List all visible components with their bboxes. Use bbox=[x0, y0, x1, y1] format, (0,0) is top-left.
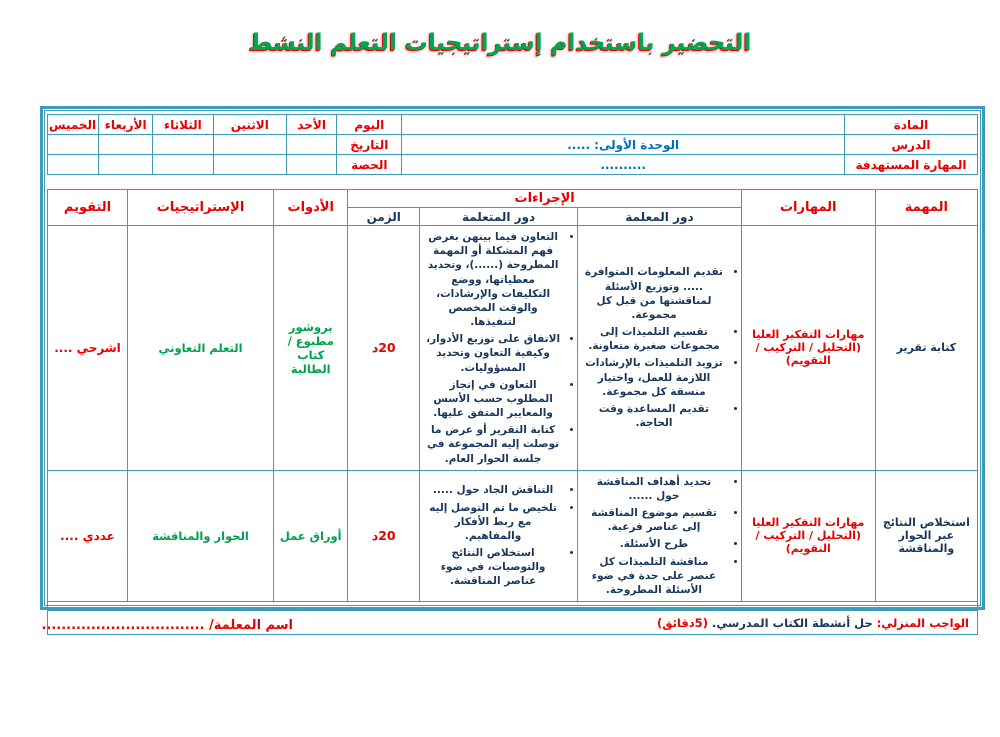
bullet-item: • التناقش الجاد حول ..... bbox=[426, 483, 560, 497]
bullet-item: • تقسيم التلميذات إلى مجموعات صغيرة متعاونة. bbox=[584, 325, 724, 353]
period-cell bbox=[99, 155, 153, 175]
period-cell bbox=[213, 155, 286, 175]
learner-role-cell bbox=[420, 470, 578, 601]
document-page bbox=[0, 30, 1000, 737]
day-header-monday: الاثنين bbox=[213, 115, 286, 135]
teacher-name-line: اسم المعلمة/ ................................. bbox=[41, 618, 293, 633]
task-cell: كتابة تقرير bbox=[875, 226, 977, 471]
info-row-date bbox=[48, 135, 978, 155]
day-header-tuesday: الثلاثاء bbox=[153, 115, 213, 135]
bullet-item: • طرح الأسئلة. bbox=[584, 537, 724, 551]
task-cell: استخلاص النتائج عبر الحوار والمناقشة bbox=[875, 470, 977, 601]
lesson-label: الدرس bbox=[845, 135, 978, 155]
day-header-thursday: الخميس bbox=[48, 115, 99, 135]
page-title: التحضير باستخدام إستراتيجيات التعلم النشط bbox=[248, 30, 752, 56]
header-procedures: الإجراءات bbox=[348, 190, 741, 208]
info-row-day bbox=[48, 115, 978, 135]
time-cell: 20د bbox=[348, 470, 420, 601]
strategy-cell: التعلم التعاوني bbox=[128, 226, 274, 471]
strategy-cell: الحوار والمناقشة bbox=[128, 470, 274, 601]
header-skills: المهارات bbox=[741, 190, 875, 226]
date-cell bbox=[48, 135, 99, 155]
plan-table bbox=[47, 189, 978, 635]
period-cell bbox=[48, 155, 99, 175]
tools-cell: بروشور مطبوع / كتاب الطالبة bbox=[274, 226, 348, 471]
teacher-role-cell bbox=[578, 470, 742, 601]
spacer-cell bbox=[48, 602, 978, 611]
lesson-value-cell: الوحدة الأولى: ..... bbox=[402, 135, 845, 155]
teacher-role-list bbox=[580, 265, 739, 430]
period-cell bbox=[287, 155, 337, 175]
skills-cell: مهارات التفكير العليا (التحليل / التركيب / التقويم) bbox=[741, 470, 875, 601]
bullet-item: • تحديد أهداف المناقشة حول ...... bbox=[584, 475, 724, 503]
info-row-period bbox=[48, 155, 978, 175]
tools-cell: أوراق عمل bbox=[274, 470, 348, 601]
header-tools: الأدوات bbox=[274, 190, 348, 226]
spacer-row bbox=[48, 602, 978, 611]
day-header-sunday: الأحد bbox=[287, 115, 337, 135]
period-cell bbox=[153, 155, 213, 175]
bullet-item: • التعاون في إنجاز المطلوب حسب الأسس والمعايير المتفق عليها. bbox=[426, 378, 560, 421]
homework-text: حل أنشطة الكتاب المدرسي. bbox=[711, 615, 873, 630]
target-skill-label: المهارة المستهدفة bbox=[845, 155, 978, 175]
date-cell bbox=[99, 135, 153, 155]
bullet-item: • تقديم المساعدة وقت الحاجة. bbox=[584, 402, 724, 430]
homework-duration: (5دقائق) bbox=[656, 615, 708, 630]
bullet-item: • استخلاص النتائج والتوصيات، في ضوء عناصر المناقشة. bbox=[426, 546, 560, 589]
learner-role-list bbox=[422, 483, 575, 588]
learner-role-list bbox=[422, 230, 575, 466]
header-time: الزمن bbox=[348, 208, 420, 226]
bullet-item: • تقسيم موضوع المناقشة إلى عناصر فرعية. bbox=[584, 506, 724, 534]
subject-label: المادة bbox=[845, 115, 978, 135]
evaluation-cell: عددي .... bbox=[48, 470, 128, 601]
time-cell: 20د bbox=[348, 226, 420, 471]
homework-label: الواجب المنزلي: bbox=[876, 615, 969, 630]
subject-value-cell bbox=[402, 115, 845, 135]
date-cell bbox=[153, 135, 213, 155]
header-teacher-role: دور المعلمة bbox=[578, 208, 742, 226]
day-label: اليوم bbox=[337, 115, 402, 135]
evaluation-cell: اشرحي .... bbox=[48, 226, 128, 471]
date-cell bbox=[287, 135, 337, 155]
plan-row-1 bbox=[48, 226, 978, 471]
date-cell bbox=[213, 135, 286, 155]
header-learner-role: دور المتعلمة bbox=[420, 208, 578, 226]
bullet-item: • الاتفاق على توزيع الأدوار، وكيفية التعاون وتحديد المسؤوليات. bbox=[426, 332, 560, 375]
info-table bbox=[47, 114, 978, 175]
bullet-item: • تلخيص ما تم التوصل إليه مع ربط الأفكار والمفاهيم. bbox=[426, 501, 560, 544]
bullet-item: • التعاون فيما بينهن بغرض فهم المشكلة أو المهمة المطروحة (......)، وتحديد معطياتها، ووضع التكليفات والإرشادات، والوقت المخصص لتنفيذها. bbox=[426, 230, 560, 329]
bullet-item: • كتابة التقرير أو عرض ما توصلت إليه المجموعة في جلسة الحوار العام. bbox=[426, 423, 560, 466]
teacher-role-list bbox=[580, 475, 739, 597]
bullet-item: • تزويد التلميذات بالإرشادات اللازمة للعمل، واختيار منسقة كل مجموعة. bbox=[584, 356, 724, 399]
plan-header-row bbox=[48, 190, 978, 208]
header-strategies: الإستراتيجيات bbox=[128, 190, 274, 226]
learner-role-cell bbox=[420, 226, 578, 471]
day-header-wednesday: الأربعاء bbox=[99, 115, 153, 135]
bullet-item: • تقديم المعلومات المتوافرة ..... وتوزيع الأسئلة لمناقشتها من قبل كل مجموعة. bbox=[584, 265, 724, 322]
plan-row-2 bbox=[48, 470, 978, 601]
header-evaluation: التقويم bbox=[48, 190, 128, 226]
header-task: المهمة bbox=[875, 190, 977, 226]
period-label: الحصة bbox=[337, 155, 402, 175]
skills-cell: مهارات التفكير العليا (التحليل / التركيب / التقويم) bbox=[741, 226, 875, 471]
teacher-role-cell bbox=[578, 226, 742, 471]
target-skill-value-cell: .......... bbox=[402, 155, 845, 175]
date-label: التاريخ bbox=[337, 135, 402, 155]
bullet-item: • مناقشة التلميذات كل عنصر على حدة في ضوء الأسئلة المطروحة. bbox=[584, 555, 724, 598]
